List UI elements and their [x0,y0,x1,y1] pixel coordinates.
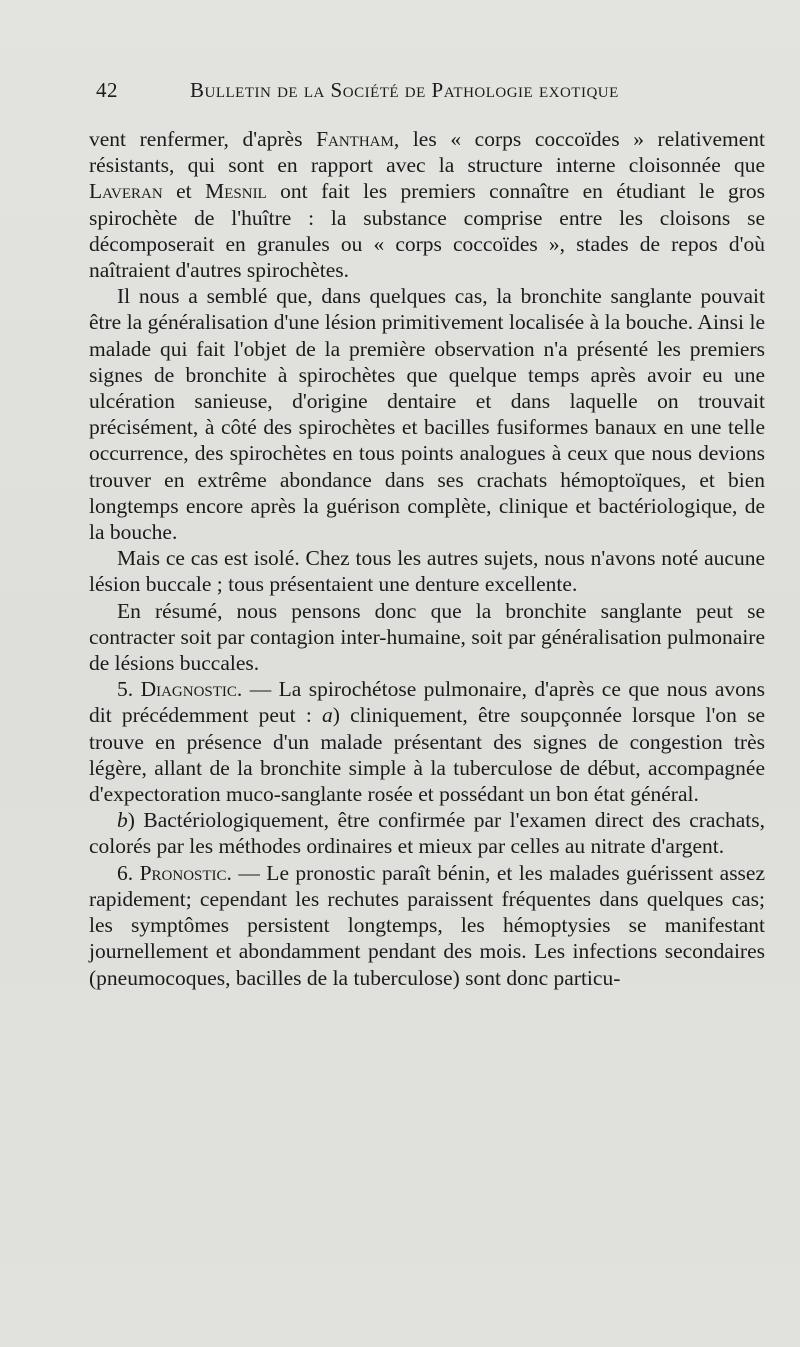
paragraph-diagnostic [89,676,765,807]
section-number: 5. [117,677,141,702]
list-marker-b: b [117,808,128,833]
text-run: ont fait les premiers connaître en étudiant le gros spirochète de l'huître : la substance comprise entre les cloisons se décomposerait en granules ou « corps coccoïdes », stades de repos d'où naîtraient d'autres spirochètes. [89,179,765,283]
body-text [89,126,765,991]
page-number: 42 [96,78,118,102]
page-header [96,78,644,108]
text-run: et [162,179,206,204]
paragraph-summary: En résumé, nous pensons donc que la bronchite sanglante peut se contracter soit par contagion inter-humaine, soit par généralisation pulmonaire de lésions buccales. [89,598,765,676]
list-marker-a: a [322,703,333,728]
text-run: ) Bactériologiquement, être confirmée par l'examen direct des crachats, colorés par les méthodes ordinaires et mieux par celles au nitrate d'argent. [89,808,765,859]
text-run: vent renfermer, d'après [89,127,317,151]
running-title: Bulletin de la Société de Pathologie exotique [190,78,619,102]
text-run: . — La spirochétose pulmonaire, d'après ce que nous avons dit précédemment peut : [89,677,766,728]
section-heading-diagnostic: Diagnostic [140,677,237,702]
section-heading-prognostic: Pronostic [139,860,227,885]
text-run: . — Le pronostic paraît bénin, et les malades guérissent assez rapidement; cependant les rechutes paraissent fréquentes dans quelques cas; les symptômes persistent longtemps, les hémoptysies se manifestant journellement et abondamment pendant des mois. Les infections secondaires (pneumocoques, bacilles de la tuberculose) sont donc particu- [89,860,766,990]
text-run: , les « corps coccoïdes » relativement résistants, qui sont en rapport avec la structure interne cloisonnée que [89,127,765,178]
paragraph-isolated-case: Mais ce cas est isolé. Chez tous les autres sujets, nous n'avons noté aucune lésion buccale ; tous présentaient une denture excellente. [89,546,765,597]
section-number: 6. [117,860,140,885]
paragraph-bacteriology [89,807,765,859]
author-name-fantham: Fantham [316,127,394,151]
paragraph-oral-origin: Il nous a semblé que, dans quelques cas, la bronchite sanglante pouvait être la généralisation d'une lésion primitivement localisée à la bouche. Ainsi le malade qui fait l'objet de la première observation n'a présenté les premiers signes de bronchite à spirochètes que quelque temps après avoir eu une ulcération sanieuse, d'origine dentaire et dans laquelle on trouvait précisément, à côté des spirochètes et bacilles fusiformes banaux en une telle occurrence, des spirochètes en tous points analogues à ceux que nous devions trouver en extrême abondance dans ses crachats hémoptoïques, et bien longtemps encore après la guérison complète, clinique et bactériologique, de la bouche. [89,284,765,545]
paragraph-prognostic [89,860,765,991]
author-name-mesnil: Mesnil [205,179,267,204]
paragraph-continuation [89,126,765,283]
author-name-laveran: Laveran [89,179,163,204]
text-run: ) cliniquement, être soupçonnée lorsque l'on se trouve en présence d'un malade présentant des signes de congestion très légère, allant de la bronchite simple à la tuberculose de début, accompagnée d'expectoration muco-sanglante rosée et possédant un bon état général. [89,703,766,807]
